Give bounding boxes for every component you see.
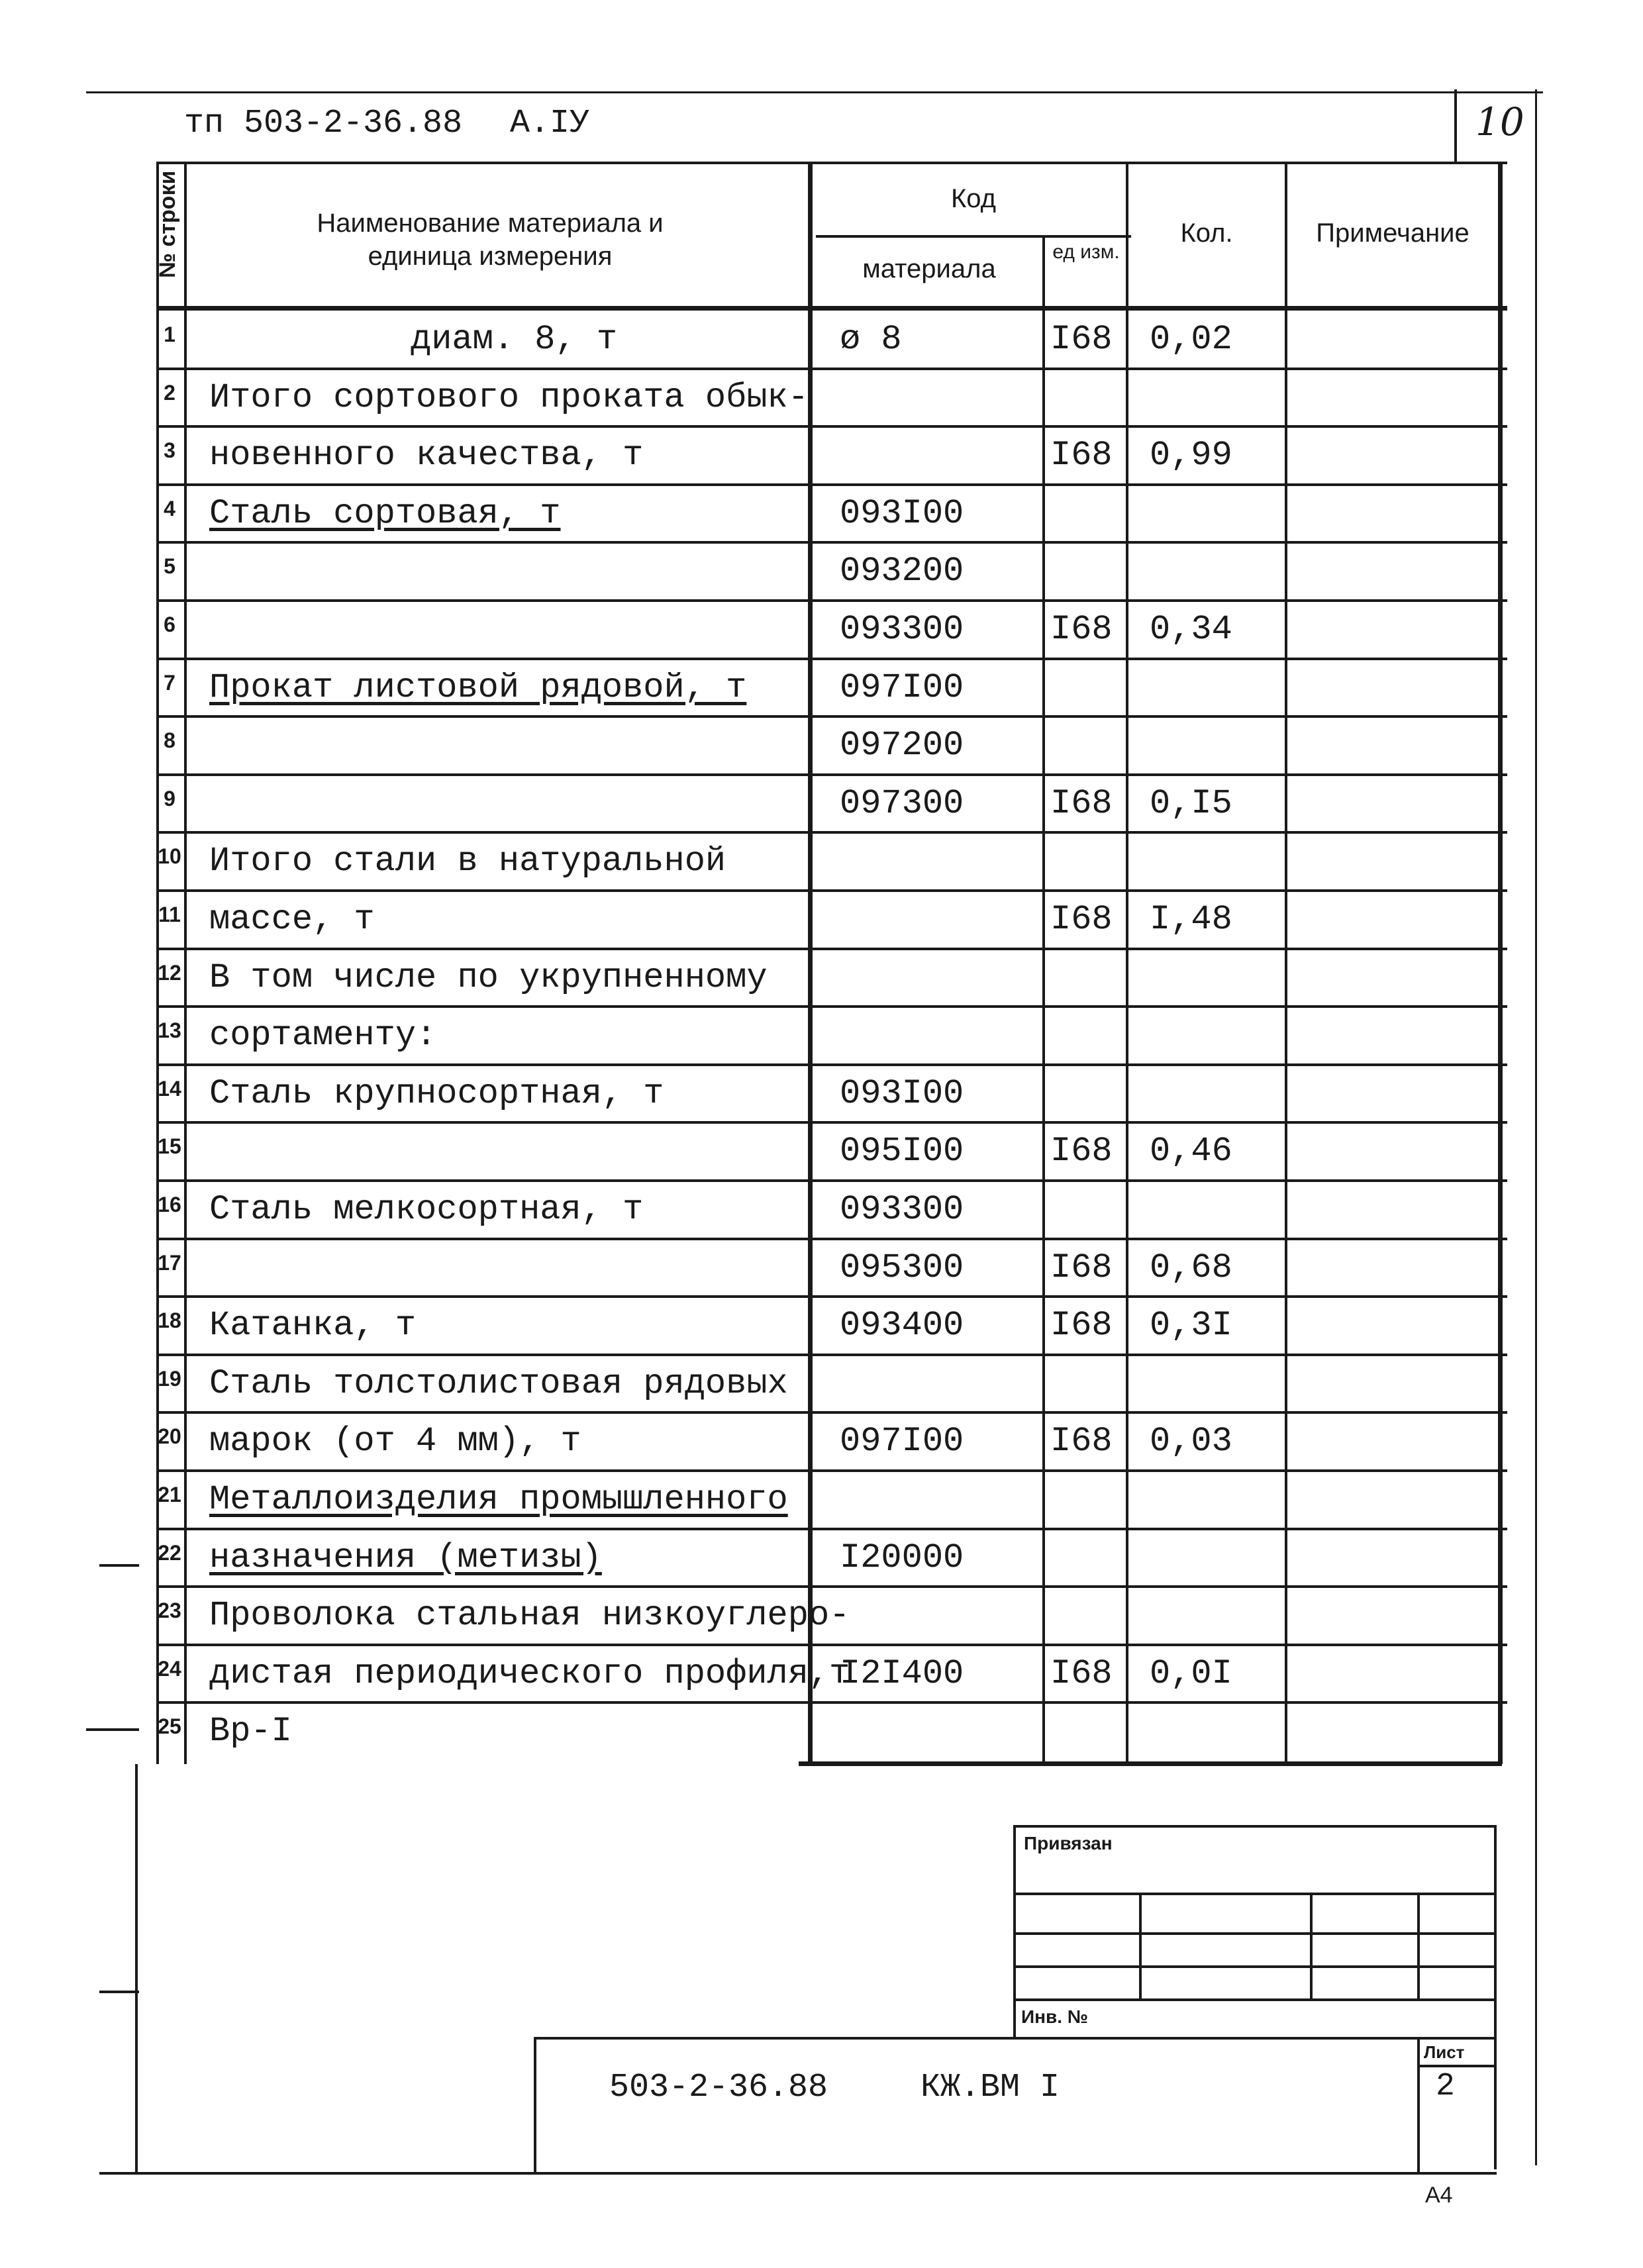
material-name: Прокат листовой рядовой, т [209, 667, 747, 707]
row-separator [156, 715, 1507, 718]
titleblock-top [534, 2037, 1497, 2040]
material-name: Металлоизделия промышленного [209, 1480, 788, 1519]
row-separator [156, 1005, 1507, 1008]
titleblock-left [534, 2037, 536, 2173]
material-name: Проволока стальная низкоуглеро- [209, 1596, 850, 1636]
material-name: Сталь мелкосортная, т [209, 1190, 644, 1229]
row-number: 23 [158, 1599, 181, 1623]
material-name: Сталь толстолистовая рядовых [209, 1363, 788, 1403]
material-name: Сталь крупносортная, т [209, 1073, 664, 1113]
row-number: 15 [158, 1134, 181, 1159]
stamp-bottom-line [99, 2172, 1497, 2175]
quantity-value: 0,99 [1150, 436, 1232, 475]
row-separator [156, 1585, 1507, 1588]
row-number: 6 [164, 613, 175, 636]
header-quantity: Кол. [1180, 219, 1233, 248]
row-number: 17 [158, 1250, 181, 1275]
header-material-name: Наименование материала и единица измерения [317, 209, 664, 271]
row-separator [156, 1238, 1507, 1240]
material-name: массе, т [209, 900, 375, 939]
header-code: Код [950, 184, 996, 213]
col-line-qty [1126, 162, 1128, 1764]
album-number: А.IУ [510, 105, 590, 142]
row-number: 21 [158, 1483, 181, 1506]
stamp-left-edge [135, 1764, 138, 2175]
row-separator [156, 889, 1507, 892]
unit-code: I68 [1050, 1132, 1113, 1171]
row-separator [156, 1411, 1507, 1414]
privyazan-col-3 [1417, 1893, 1420, 1998]
row-separator [156, 1644, 1507, 1646]
header-note: Примечание [1316, 219, 1469, 248]
row-separator [156, 1121, 1507, 1124]
page-mark: 10 [1475, 99, 1524, 144]
row-separator [156, 948, 1507, 950]
material-code: 097I00 [840, 1422, 964, 1461]
material-name: диам. 8, т [411, 320, 618, 359]
table-body-bottom [799, 1761, 1502, 1766]
privyazan-left [1013, 1825, 1016, 2037]
doc-reference: тп 503-2-36.88 [184, 105, 463, 142]
unit-code: I68 [1050, 1306, 1113, 1346]
privyazan-col-1 [1139, 1893, 1142, 1998]
material-code: ø 8 [840, 320, 902, 359]
paper-format: А4 [1425, 2183, 1453, 2208]
unit-code: I68 [1050, 1653, 1113, 1693]
col-line-unit [1042, 235, 1045, 1764]
row-separator [156, 1469, 1507, 1472]
material-name: дистая периодического профиля,т [209, 1653, 850, 1693]
row-separator [156, 541, 1507, 544]
quantity-value: I,48 [1150, 900, 1232, 939]
stamp-doc-mark: КЖ.ВМ I [921, 2069, 1060, 2106]
material-code: 095300 [840, 1248, 964, 1287]
material-name: марок (от 4 мм), т [209, 1422, 581, 1461]
privyazan-top [1013, 1825, 1497, 1828]
material-code: I2I400 [840, 1653, 964, 1693]
quantity-value: 0,I5 [1150, 783, 1232, 823]
row-number: 19 [158, 1366, 181, 1391]
quantity-value: 0,02 [1150, 320, 1232, 359]
header-row-number: № строки [155, 170, 180, 278]
material-code: 093200 [840, 552, 964, 591]
material-name: Вр-I [209, 1712, 292, 1751]
row-separator [156, 658, 1507, 660]
titleblock-sheet-divider [1417, 2037, 1420, 2173]
page-right-edge [1535, 89, 1537, 2165]
material-name: В том числе по укрупненному [209, 958, 768, 997]
row-number: 14 [158, 1076, 181, 1101]
header-code-material: материала [862, 254, 996, 283]
row-separator [156, 425, 1507, 428]
material-code: 097I00 [840, 667, 964, 707]
left-margin-mark-1 [99, 1564, 139, 1567]
privyazan-grid-1 [1013, 1893, 1497, 1895]
header-code-unit: ед изм. [1052, 241, 1120, 263]
material-name: Катанка, т [209, 1306, 417, 1346]
privyazan-label: Привязан [1024, 1833, 1113, 1853]
row-number: 8 [164, 728, 175, 753]
col-line-note [1285, 162, 1287, 1764]
inventory-number-label: Инв. № [1021, 2006, 1089, 2027]
left-margin-mark-2 [86, 1728, 139, 1731]
sheet-label-line [1417, 2065, 1497, 2067]
quantity-value: 0,0I [1150, 1653, 1232, 1693]
privyazan-grid-2 [1013, 1932, 1497, 1935]
unit-code: I68 [1050, 1248, 1113, 1287]
row-number: 4 [164, 496, 175, 520]
row-number: 7 [164, 670, 175, 695]
code-subheader-line [816, 235, 1131, 238]
privyazan-right [1494, 1825, 1497, 2169]
material-name: Сталь сортовая, т [209, 493, 561, 533]
row-number: 20 [158, 1424, 181, 1449]
row-separator [156, 1701, 1507, 1704]
table-header-bottom [156, 306, 1507, 311]
material-code: 093I00 [840, 493, 964, 533]
sheet-label: Лист [1424, 2042, 1465, 2062]
row-separator [156, 1528, 1507, 1530]
row-number: 25 [158, 1714, 181, 1739]
material-name: Итого стали в натуральной [209, 842, 726, 881]
row-number: 24 [158, 1656, 181, 1681]
row-separator [156, 1354, 1507, 1356]
row-separator [156, 483, 1507, 486]
row-number: 9 [164, 786, 175, 811]
privyazan-col-2 [1310, 1893, 1313, 1998]
row-separator [156, 599, 1507, 602]
quantity-value: 0,03 [1150, 1422, 1232, 1461]
row-number: 5 [164, 554, 175, 579]
row-separator [156, 1295, 1507, 1298]
material-code: I20000 [840, 1538, 964, 1577]
unit-code: I68 [1050, 436, 1113, 475]
unit-code: I68 [1050, 610, 1113, 649]
stamp-doc-code: 503-2-36.88 [609, 2069, 828, 2106]
row-number: 13 [158, 1018, 181, 1043]
row-separator [156, 368, 1507, 370]
row-separator [156, 1179, 1507, 1182]
privyazan-grid-3 [1013, 1965, 1497, 1968]
material-name: Итого сортового проката обык- [209, 377, 809, 417]
table-top-border [156, 162, 1507, 164]
unit-code: I68 [1050, 783, 1113, 823]
quantity-value: 0,3I [1150, 1306, 1232, 1346]
quantity-value: 0,68 [1150, 1248, 1232, 1287]
material-code: 093300 [840, 610, 964, 649]
material-name: сортаменту: [209, 1016, 437, 1056]
unit-code: I68 [1050, 1422, 1113, 1461]
row-number: 1 [164, 322, 175, 346]
row-number: 18 [158, 1308, 181, 1333]
material-name: назначения (метизы) [209, 1538, 602, 1577]
sheet-number: 2 [1436, 2069, 1455, 2104]
material-code: 095I00 [840, 1132, 964, 1171]
row-number: 3 [164, 438, 175, 463]
unit-code: I68 [1050, 900, 1113, 939]
left-margin-mark-3 [99, 1991, 139, 1993]
row-separator [156, 1063, 1507, 1066]
quantity-value: 0,34 [1150, 610, 1232, 649]
row-number: 2 [164, 380, 175, 405]
row-number: 16 [158, 1193, 181, 1216]
material-code: 097300 [840, 783, 964, 823]
col-line-right [1498, 162, 1503, 1764]
material-code: 097200 [840, 726, 964, 765]
header-right-divider [1454, 89, 1457, 164]
privyazan-grid-4 [1013, 1998, 1497, 2001]
row-number: 12 [158, 960, 181, 985]
material-code: 093300 [840, 1190, 964, 1229]
material-code: 093400 [840, 1306, 964, 1346]
row-number: 22 [158, 1540, 181, 1565]
unit-code: I68 [1050, 320, 1113, 359]
row-separator [156, 831, 1507, 834]
material-code: 093I00 [840, 1073, 964, 1113]
row-number: 11 [158, 903, 181, 926]
row-separator [156, 773, 1507, 776]
row-number: 10 [158, 844, 181, 869]
col-line-name [808, 162, 813, 1764]
col-line-rownum [184, 162, 187, 1764]
top-rule [86, 91, 1543, 93]
material-name: новенного качества, т [209, 436, 644, 475]
quantity-value: 0,46 [1150, 1132, 1232, 1171]
